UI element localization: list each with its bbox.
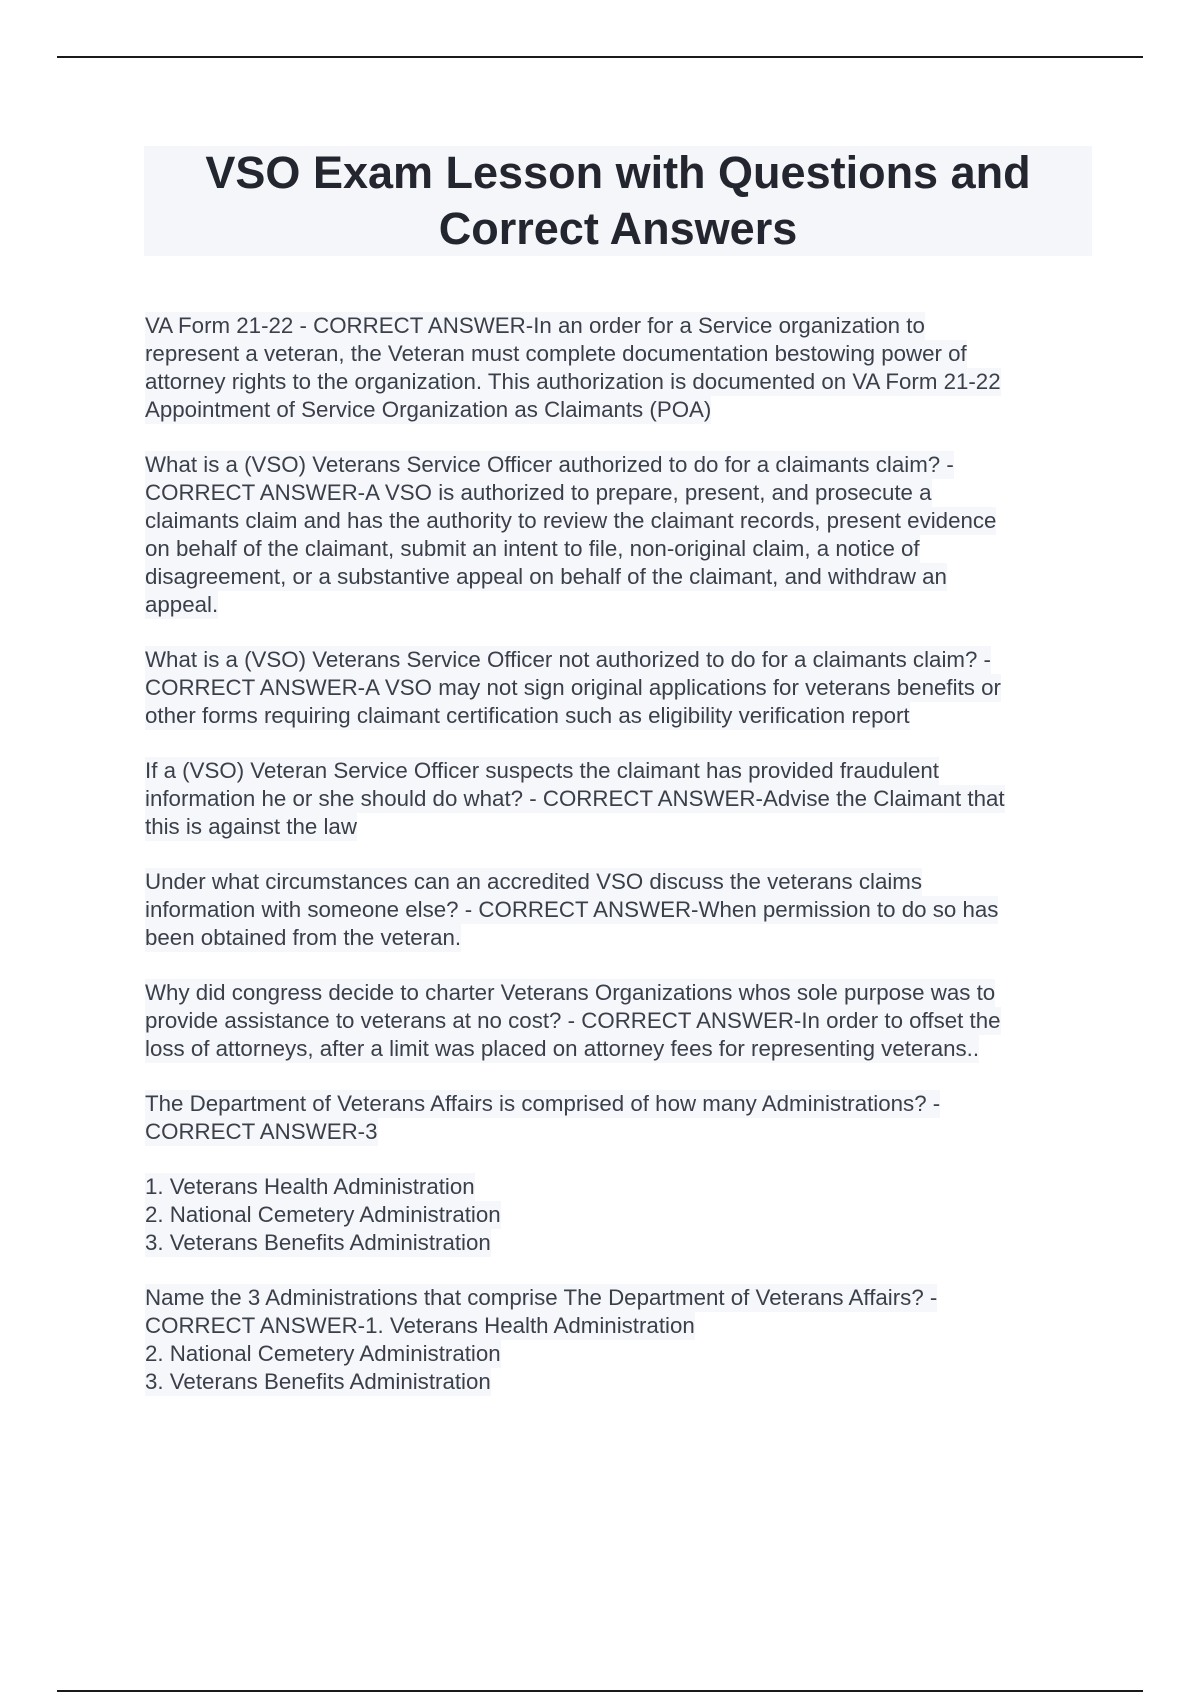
text-line: CORRECT ANSWER-A VSO is authorized to prepare, present, and prosecute a bbox=[145, 480, 932, 505]
text-line: information with someone else? - CORRECT ANSWER-When permission to do so has bbox=[145, 897, 999, 922]
text-line: CORRECT ANSWER-A VSO may not sign original applications for veterans benefits or bbox=[145, 675, 1001, 700]
text-line: Why did congress decide to charter Veterans Organizations whos sole purpose was to bbox=[145, 980, 996, 1005]
text-line: other forms requiring claimant certification such as eligibility verification report bbox=[145, 703, 910, 728]
list-item: 3. Veterans Benefits Administration bbox=[145, 1230, 491, 1255]
footer-rule bbox=[57, 1690, 1143, 1692]
qa-block-fraud bbox=[145, 757, 1090, 841]
text-line: Under what circumstances can an accredited VSO discuss the veterans claims bbox=[145, 869, 923, 894]
text-line: VA Form 21-22 - CORRECT ANSWER-In an order for a Service organization to bbox=[145, 313, 925, 338]
text-line: claimants claim and has the authority to review the claimant records, present evidence bbox=[145, 508, 997, 533]
list-item: 1. Veterans Health Administration bbox=[145, 1174, 475, 1199]
qa-block-name-administrations bbox=[145, 1284, 1090, 1396]
text-line: Appointment of Service Organization as Claimants (POA) bbox=[145, 397, 712, 422]
text-line: CORRECT ANSWER-3 bbox=[145, 1119, 378, 1144]
text-line: loss of attorneys, after a limit was placed on attorney fees for representing veterans.. bbox=[145, 1036, 980, 1061]
text-line: What is a (VSO) Veterans Service Officer not authorized to do for a claimants claim? - bbox=[145, 647, 991, 672]
text-line: The Department of Veterans Affairs is comprised of how many Administrations? - bbox=[145, 1091, 941, 1116]
text-line: represent a veteran, the Veteran must complete documentation bestowing power of bbox=[145, 341, 967, 366]
text-line: attorney rights to the organization. This authorization is documented on VA Form 21-22 bbox=[145, 369, 1001, 394]
text-line: been obtained from the veteran. bbox=[145, 925, 462, 950]
title-line-2: Correct Answers bbox=[438, 203, 798, 254]
title-line-1: VSO Exam Lesson with Questions and bbox=[205, 147, 1031, 198]
text-line: Name the 3 Administrations that comprise The Department of Veterans Affairs? - bbox=[145, 1285, 938, 1310]
text-line: What is a (VSO) Veterans Service Officer authorized to do for a claimants claim? - bbox=[145, 452, 954, 477]
list-item: 2. National Cemetery Administration bbox=[145, 1202, 501, 1227]
text-line: on behalf of the claimant, submit an intent to file, non-original claim, a notice of bbox=[145, 536, 920, 561]
document-body bbox=[145, 312, 1090, 1423]
text-line: 2. National Cemetery Administration bbox=[145, 1341, 501, 1366]
text-line: provide assistance to veterans at no cost? - CORRECT ANSWER-In order to offset the bbox=[145, 1008, 1001, 1033]
qa-block-congress-charter bbox=[145, 979, 1090, 1063]
text-line: information he or she should do what? - CORRECT ANSWER-Advise the Claimant that bbox=[145, 786, 1005, 811]
text-line: this is against the law bbox=[145, 814, 357, 839]
qa-block-va-form bbox=[145, 312, 1090, 424]
title-box bbox=[144, 146, 1092, 256]
administrations-list bbox=[145, 1173, 1090, 1257]
qa-block-how-many-administrations bbox=[145, 1090, 1090, 1146]
text-line: If a (VSO) Veteran Service Officer suspects the claimant has provided fraudulent bbox=[145, 758, 939, 783]
qa-block-vso-not-authorized bbox=[145, 646, 1090, 730]
header-rule bbox=[57, 56, 1143, 58]
page-title bbox=[205, 145, 1030, 257]
qa-block-vso-authorized bbox=[145, 451, 1090, 619]
text-line: CORRECT ANSWER-1. Veterans Health Administration bbox=[145, 1313, 695, 1338]
text-line: 3. Veterans Benefits Administration bbox=[145, 1369, 491, 1394]
qa-block-discuss-claims bbox=[145, 868, 1090, 952]
text-line: disagreement, or a substantive appeal on behalf of the claimant, and withdraw an bbox=[145, 564, 947, 589]
text-line: appeal. bbox=[145, 592, 219, 617]
